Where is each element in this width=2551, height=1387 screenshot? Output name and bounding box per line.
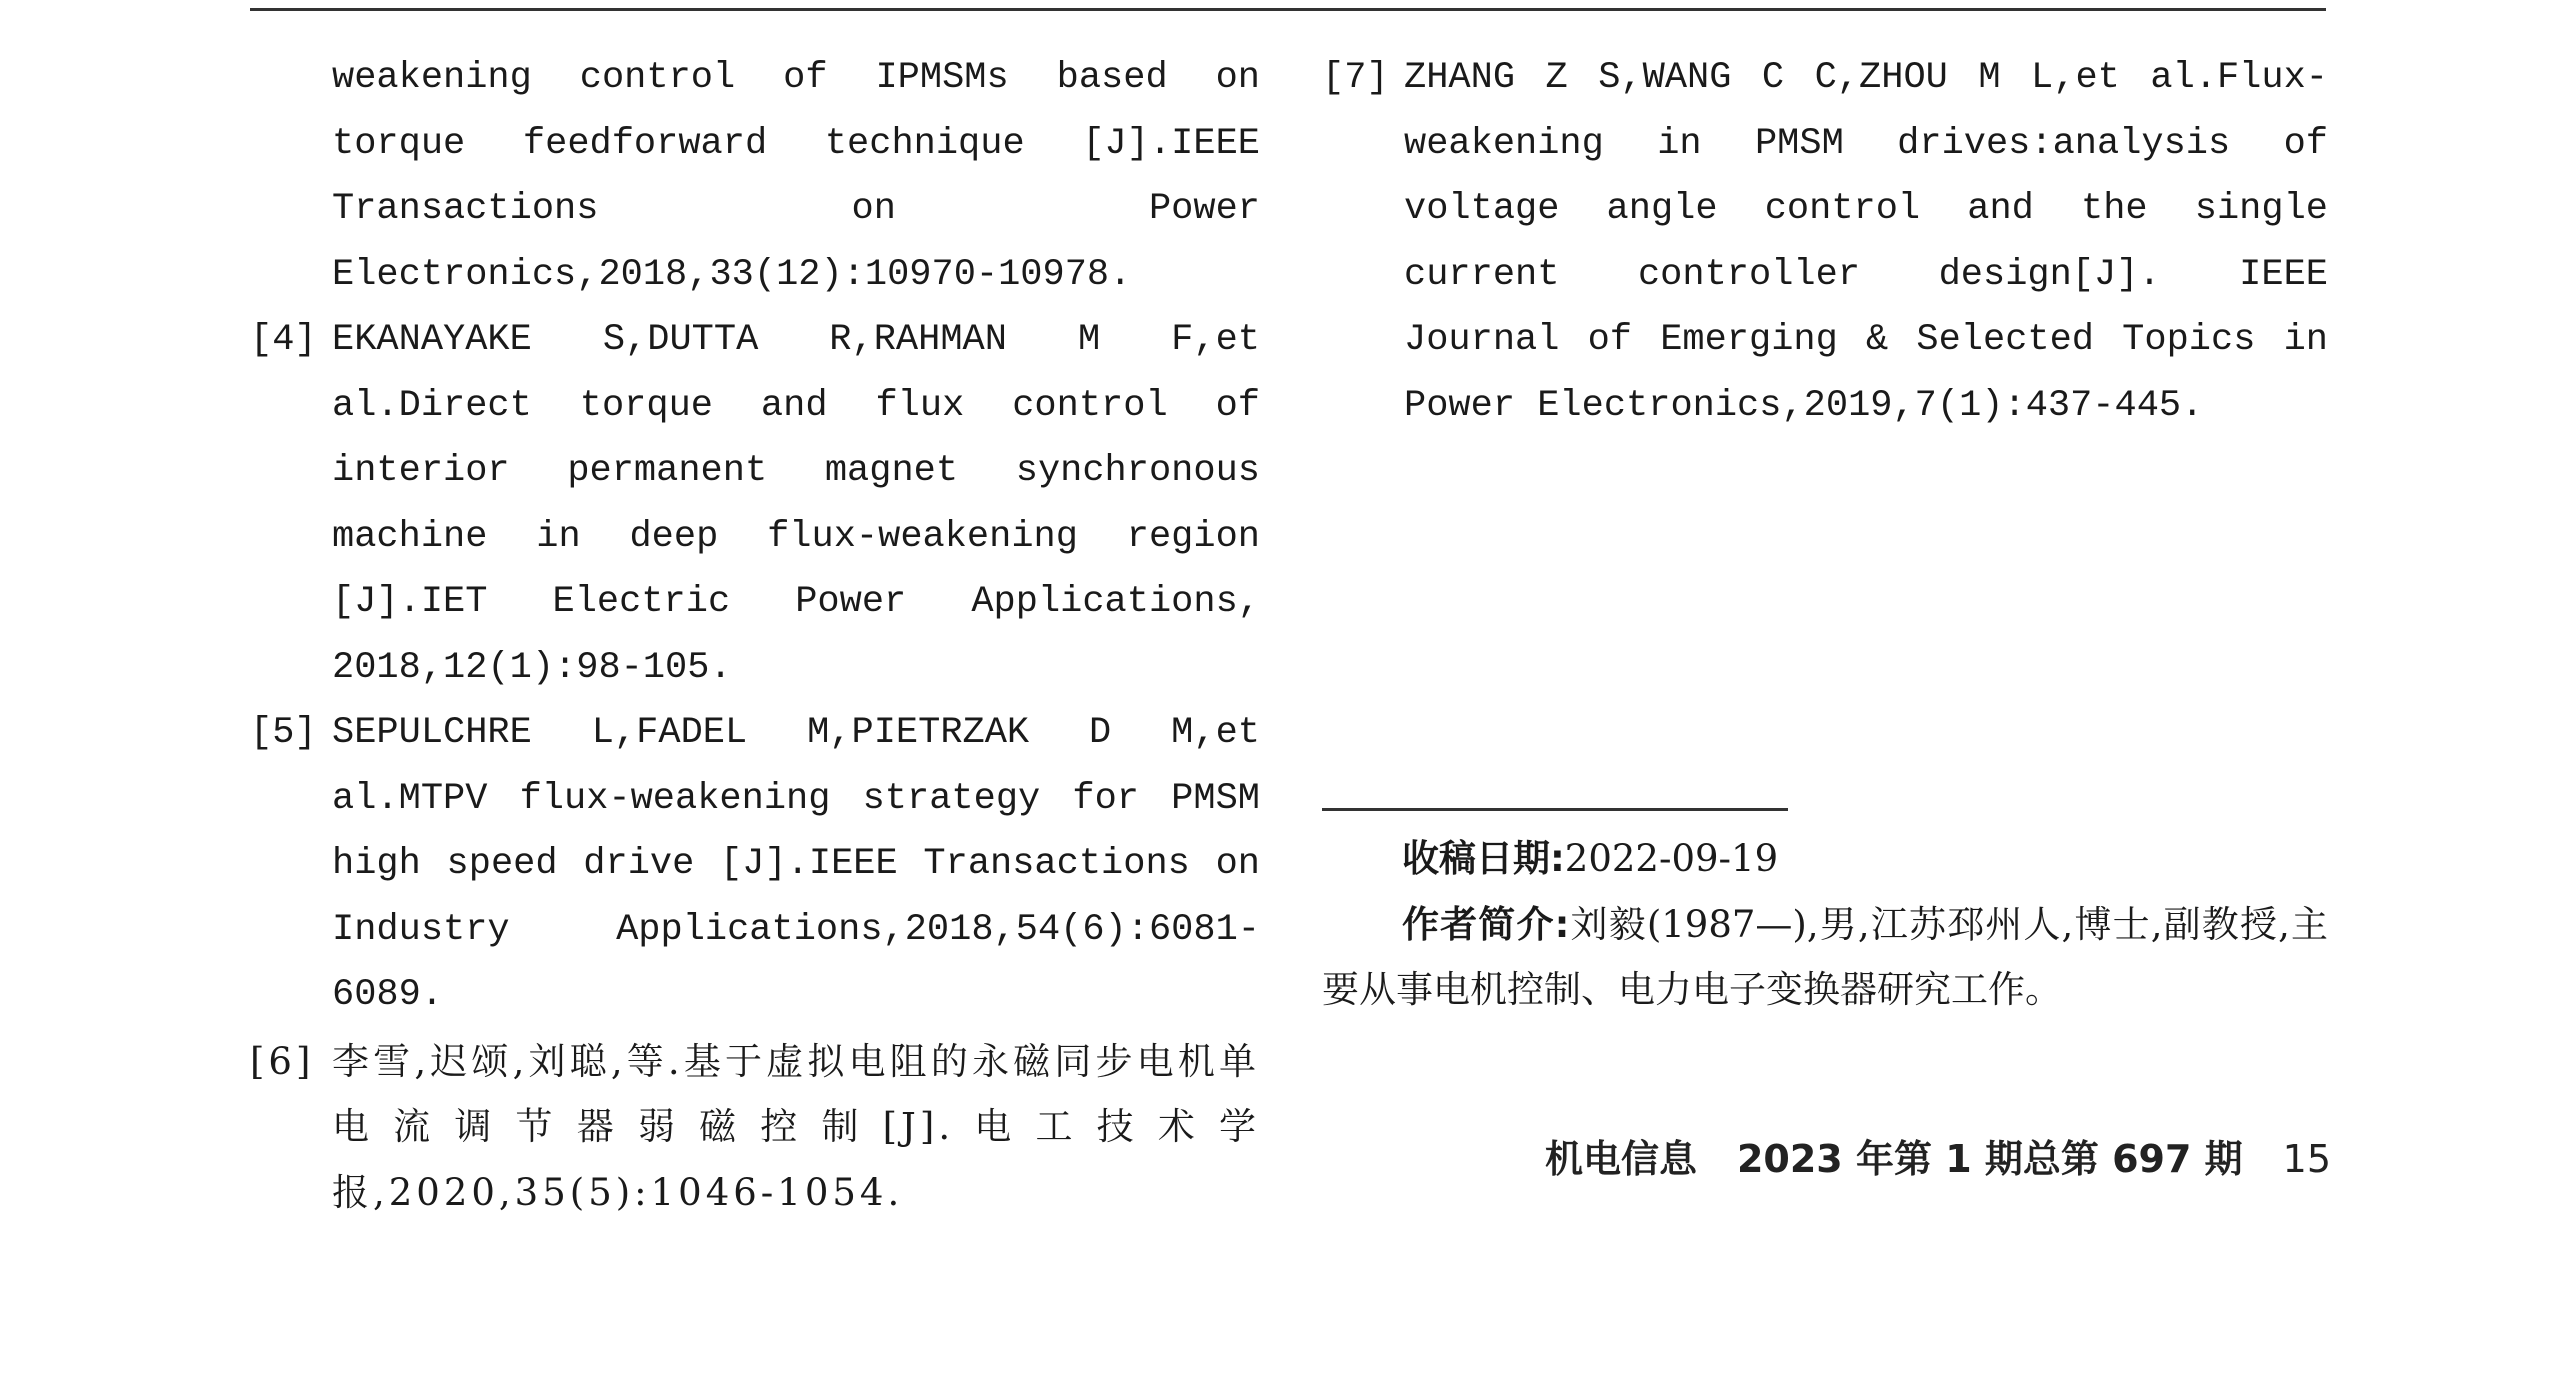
received-date-value: 2022-09-19 xyxy=(1564,837,1779,880)
page-footer xyxy=(1545,1128,2331,1183)
journal-name: 机电信息 xyxy=(1544,1137,1697,1181)
reference-4 xyxy=(250,308,1260,701)
reference-5 xyxy=(250,701,1260,1029)
reference-3-continuation xyxy=(250,46,1260,308)
received-date-label: 收稿日期: xyxy=(1402,837,1565,880)
author-bio-line xyxy=(1322,892,2328,1023)
footnote-rule xyxy=(1322,808,1788,811)
page-number: 15 xyxy=(2282,1137,2331,1181)
reference-text: SEPULCHRE L,FADEL M,PIETRZAK D M,et al.MTPV flux-weakening strategy for PMSM high speed drive [J].IEEE Transactions on Industry Applications,2018,54(6):6081-6089. xyxy=(332,712,1260,1016)
reference-label: [6] xyxy=(250,1039,315,1083)
reference-6 xyxy=(250,1029,1260,1226)
references-right-column xyxy=(1322,46,2328,439)
reference-label: [7] xyxy=(1322,57,1389,99)
issue-info: 2023 年第 1 期总第 697 期 xyxy=(1736,1137,2243,1181)
received-date-line xyxy=(1322,826,2328,892)
top-rule xyxy=(250,8,2326,11)
author-bio-text: 刘毅(1987—),男,江苏邳州人,博士,副教授,主要从事电机控制、电力电子变换器研究工作。 xyxy=(1322,902,2329,1011)
reference-text: EKANAYAKE S,DUTTA R,RAHMAN M F,et al.Direct torque and flux control of interior permanent magnet synchronous machine in deep flux-weakening region [J].IET Electric Power Applications, 2018,12(1):98-105. xyxy=(332,319,1260,689)
reference-text: 李雪,迟颂,刘聪,等.基于虚拟电阻的永磁同步电机单电流调节器弱磁控制[J].电工技术学报,2020,35(5):1046-1054. xyxy=(332,1039,1260,1214)
reference-text: ZHANG Z S,WANG C C,ZHOU M L,et al.Flux-weakening in PMSM drives:analysis of voltage angle control and the single current controller design[J]. IEEE Journal of Emerging & Selected Topics in Power Electronics,2019,7(1):437-445. xyxy=(1404,57,2328,427)
footnote xyxy=(1322,826,2328,1023)
references-left-column xyxy=(250,46,1260,1225)
reference-label: [4] xyxy=(250,319,317,361)
reference-label: [5] xyxy=(250,712,317,754)
reference-7 xyxy=(1322,46,2328,439)
reference-text: weakening control of IPMSMs based on torque feedforward technique [J].IEEE Transactions on Power Electronics,2018,33(12):10970-10978. xyxy=(332,57,1260,296)
author-bio-label: 作者简介: xyxy=(1402,902,1570,946)
